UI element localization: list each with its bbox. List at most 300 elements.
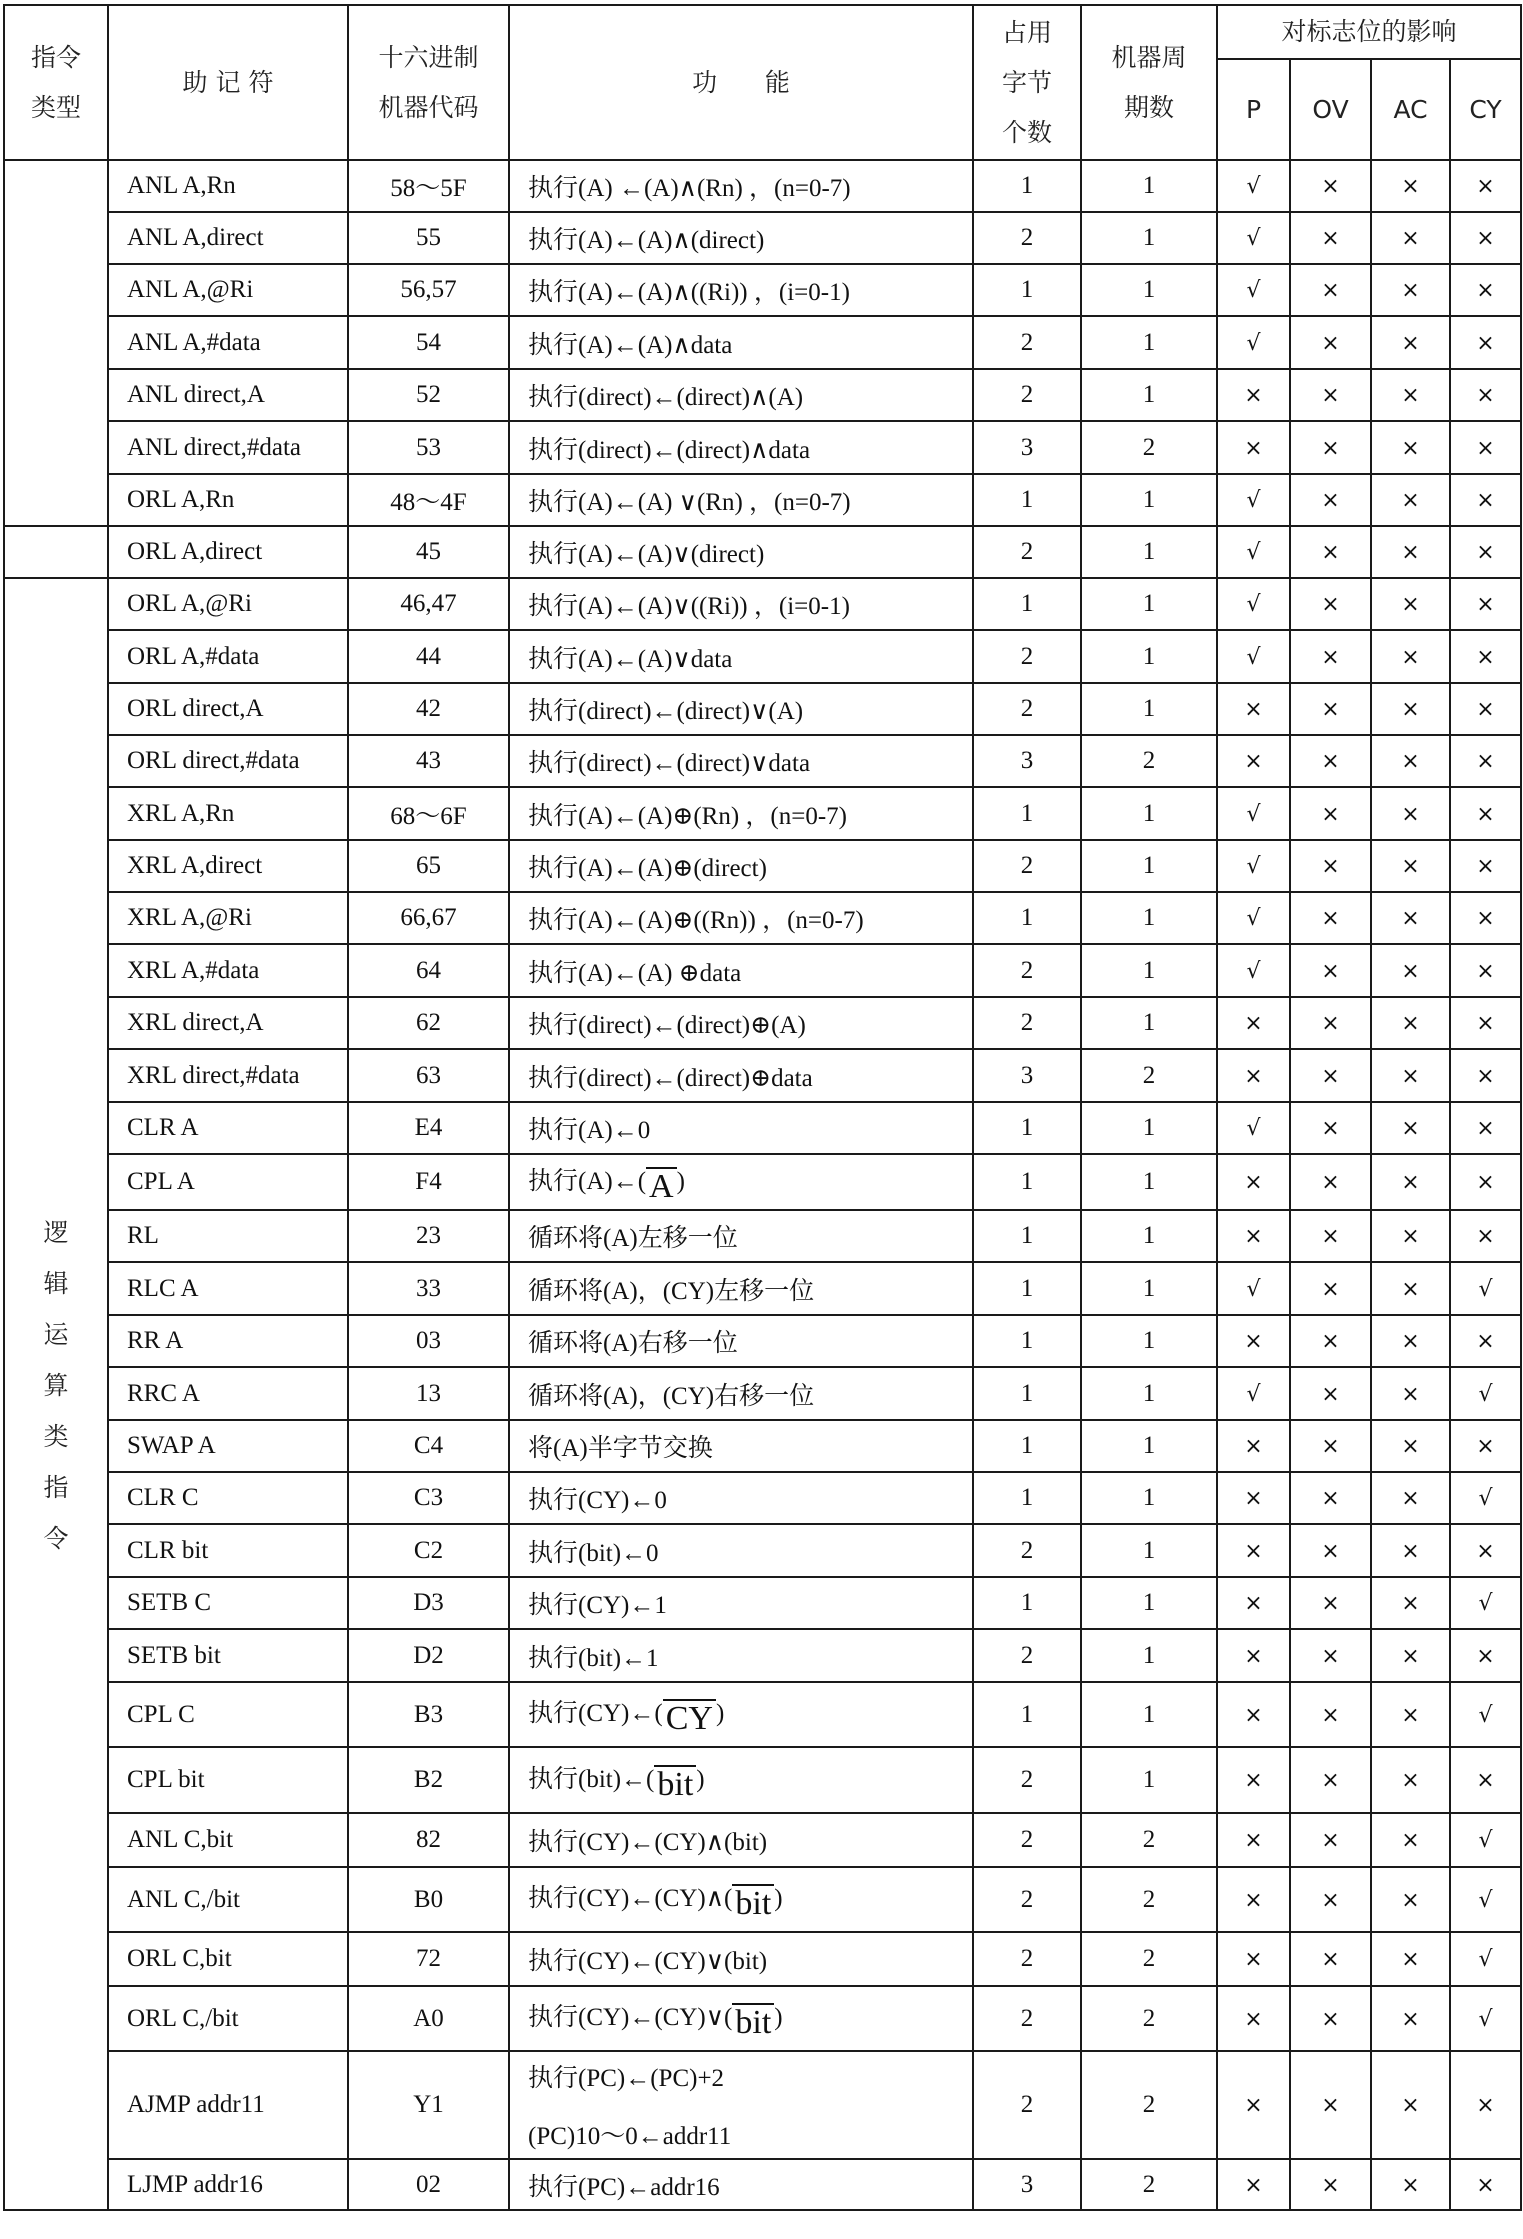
function-cell — [509, 1932, 973, 1986]
opcode-cell: 82 — [348, 1813, 509, 1867]
flag-p-cell — [1217, 1262, 1290, 1315]
bytes-cell: 2 — [973, 212, 1081, 264]
flag-cy-mark: × — [1476, 592, 1495, 617]
function-text: 执行(A)←(A) ⊕data — [528, 959, 742, 987]
function-text: 执行(direct)←(direct)∨data — [528, 750, 811, 777]
flag-p-mark: × — [1244, 2172, 1263, 2198]
function-line — [528, 1330, 738, 1357]
flag-ov-cell — [1290, 840, 1371, 892]
flag-cy-mark: × — [1476, 644, 1495, 670]
opcode-cell: 58～5F — [348, 160, 509, 212]
opcode-cell: 23 — [348, 1210, 509, 1262]
flag-ac-mark: × — [1401, 1011, 1420, 1036]
bytes-cell: 2 — [973, 316, 1081, 369]
function-line — [528, 1225, 738, 1252]
flag-ac-cell — [1371, 1049, 1450, 1102]
flag-ov-mark: × — [1321, 644, 1340, 670]
flag-ac-cell — [1371, 1472, 1450, 1524]
cycles-cell: 1 — [1081, 1262, 1217, 1315]
flag-p-mark: √ — [1246, 488, 1261, 513]
function-cell — [509, 2159, 973, 2210]
flag-p-cell — [1217, 1629, 1290, 1682]
flag-cy-cell — [1450, 160, 1521, 212]
flag-p-mark: × — [1244, 1434, 1263, 1459]
flag-p-cell — [1217, 578, 1290, 630]
flag-ov-mark: × — [1321, 2093, 1340, 2118]
flag-ac-cell — [1371, 1367, 1450, 1420]
flag-cy-mark: × — [1476, 1434, 1495, 1459]
function-text: 执行(CY)←(CY)∧(bit) — [528, 1829, 768, 1856]
flag-p-mark: √ — [1246, 854, 1261, 879]
flag-p-mark: × — [1244, 1063, 1263, 1089]
flag-p-mark: × — [1244, 1329, 1263, 1354]
function-line — [528, 803, 847, 830]
function-cell — [509, 1747, 973, 1813]
mnemonic-cell: ANL A,direct — [108, 212, 348, 264]
opcode-cell: 02 — [348, 2159, 509, 2210]
flag-cy-mark: √ — [1478, 1591, 1493, 1616]
flag-cy-cell — [1450, 892, 1521, 944]
flag-cy-cell — [1450, 683, 1521, 735]
flag-ov-cell — [1290, 1524, 1371, 1577]
header-function: 功 能 — [509, 5, 973, 160]
function-text: 执行(A)←(A) ∨(Rn) ，(n=0-7) — [528, 489, 851, 516]
flag-ov-cell — [1290, 630, 1371, 683]
mnemonic-cell: ANL A,Rn — [108, 160, 348, 212]
flag-cy-cell — [1450, 787, 1521, 840]
flag-p-cell — [1217, 1367, 1290, 1420]
function-cell — [509, 1629, 973, 1682]
flag-ac-mark: × — [1401, 1768, 1420, 1793]
mnemonic-cell: ANL direct,#data — [108, 421, 348, 474]
function-cell — [509, 526, 973, 578]
flag-p-cell — [1217, 735, 1290, 787]
mnemonic-cell: ORL direct,#data — [108, 735, 348, 787]
flag-cy-cell — [1450, 1420, 1521, 1472]
mnemonic-cell: ANL direct,A — [108, 369, 348, 421]
flag-p-cell — [1217, 1577, 1290, 1629]
flag-p-mark: × — [1244, 1170, 1263, 1195]
cycles-cell: 1 — [1081, 316, 1217, 369]
flag-ac-cell — [1371, 1102, 1450, 1154]
function-text: 执行(A)←( — [528, 1167, 647, 1195]
table-row — [4, 526, 1521, 578]
cycles-cell: 2 — [1081, 735, 1217, 787]
flag-ac-cell — [1371, 840, 1450, 892]
flag-cy-mark: × — [1476, 2093, 1495, 2118]
flag-ov-mark: × — [1321, 906, 1340, 931]
flag-cy-mark: √ — [1478, 1702, 1493, 1728]
flag-ov-mark: × — [1321, 435, 1340, 461]
category-char: 逻 — [43, 1218, 69, 1247]
flag-ac-mark: × — [1401, 2172, 1420, 2198]
flag-ov-cell — [1290, 1629, 1371, 1682]
cycles-cell: 1 — [1081, 212, 1217, 264]
header-hex-code: 十六进制机器代码 — [348, 5, 509, 160]
flag-cy-mark: × — [1476, 906, 1495, 931]
cycles-cell: 1 — [1081, 1210, 1217, 1262]
cycles-cell: 1 — [1081, 1747, 1217, 1813]
flag-ac-mark: × — [1401, 2006, 1420, 2032]
flag-ov-mark: × — [1321, 592, 1340, 617]
bytes-cell: 1 — [973, 1577, 1081, 1629]
table-row — [4, 1986, 1521, 2051]
flag-p-cell — [1217, 997, 1290, 1049]
flag-p-mark: × — [1244, 1486, 1263, 1511]
opcode-cell: 68～6F — [348, 787, 509, 840]
opcode-cell: 65 — [348, 840, 509, 892]
function-cell — [509, 316, 973, 369]
flag-cy-cell — [1450, 840, 1521, 892]
instruction-table — [3, 4, 1522, 2211]
flag-cy-cell — [1450, 1315, 1521, 1367]
mnemonic-cell: SETB C — [108, 1577, 348, 1629]
flag-cy-mark: × — [1476, 697, 1495, 722]
function-text: 执行(direct)←(direct)∧data — [528, 436, 811, 464]
mnemonic-cell: SWAP A — [108, 1420, 348, 1472]
table-row — [4, 369, 1521, 421]
opcode-cell: 64 — [348, 944, 509, 997]
flag-ac-cell — [1371, 2051, 1450, 2159]
function-cell — [509, 840, 973, 892]
function-text: 执行(A)←(A)∧(direct) — [528, 227, 765, 254]
function-line — [528, 1383, 814, 1410]
bytes-cell: 1 — [973, 892, 1081, 944]
flag-ov-mark: × — [1321, 1591, 1340, 1616]
opcode-cell: 52 — [348, 369, 509, 421]
flag-p-cell — [1217, 1049, 1290, 1102]
flag-cy-mark: × — [1476, 540, 1495, 565]
flag-ov-cell — [1290, 892, 1371, 944]
flag-cy-cell — [1450, 1210, 1521, 1262]
mnemonic-cell: XRL A,Rn — [108, 787, 348, 840]
function-text: 执行(direct)←(direct)∧(A) — [528, 384, 804, 411]
opcode-cell: 13 — [348, 1367, 509, 1420]
bytes-cell: 2 — [973, 1747, 1081, 1813]
opcode-cell: 42 — [348, 683, 509, 735]
flag-ov-cell — [1290, 212, 1371, 264]
opcode-cell: 54 — [348, 316, 509, 369]
flag-cy-cell — [1450, 1986, 1521, 2051]
function-text: 执行(A)←(A)∨data — [528, 645, 733, 673]
opcode-cell: 72 — [348, 1932, 509, 1986]
opcode-cell: 33 — [348, 1262, 509, 1315]
mnemonic-cell: CLR A — [108, 1102, 348, 1154]
flag-ac-cell — [1371, 1154, 1450, 1210]
flag-p-cell — [1217, 1747, 1290, 1813]
flag-ac-mark: × — [1401, 278, 1420, 303]
cycles-cell: 1 — [1081, 997, 1217, 1049]
flag-cy-cell — [1450, 1747, 1521, 1813]
flag-p-cell — [1217, 212, 1290, 264]
flag-p-mark: √ — [1246, 592, 1261, 617]
flag-ov-mark: × — [1321, 1768, 1340, 1793]
function-text: 执行(PC)←addr16 — [528, 2173, 720, 2201]
flag-p-mark: √ — [1246, 1116, 1261, 1141]
function-cell — [509, 997, 973, 1049]
flag-p-mark: √ — [1246, 540, 1261, 565]
flag-ac-mark: × — [1401, 330, 1420, 356]
flag-p-mark: √ — [1246, 226, 1261, 251]
function-line — [528, 1065, 813, 1092]
flag-cy-cell — [1450, 997, 1521, 1049]
table-row — [4, 1262, 1521, 1315]
mnemonic-cell: CPL A — [108, 1154, 348, 1210]
bytes-cell: 2 — [973, 630, 1081, 683]
function-text: 执行(bit)←0 — [528, 1539, 659, 1567]
flag-ov-cell — [1290, 1420, 1371, 1472]
flag-ov-mark: × — [1321, 1828, 1340, 1853]
flag-cy-cell — [1450, 474, 1521, 526]
flag-ov-cell — [1290, 2159, 1371, 2210]
function-cell — [509, 1154, 973, 1210]
function-text: 执行(CY)←( — [528, 1700, 663, 1727]
cycles-cell: 1 — [1081, 1524, 1217, 1577]
flag-ac-cell — [1371, 1682, 1450, 1747]
flag-ov-cell — [1290, 1315, 1371, 1367]
flag-p-cell — [1217, 1986, 1290, 2051]
flag-cy-mark: × — [1476, 1063, 1495, 1089]
flag-ac-mark: × — [1401, 1116, 1420, 1141]
function-line — [528, 1278, 814, 1305]
flag-ac-cell — [1371, 944, 1450, 997]
function-line — [528, 437, 810, 464]
flag-p-mark: √ — [1246, 644, 1261, 670]
flag-cy-mark: × — [1476, 1170, 1495, 1195]
bytes-cell: 1 — [973, 1262, 1081, 1315]
mnemonic-cell: AJMP addr11 — [108, 2051, 348, 2159]
cycles-cell: 2 — [1081, 2159, 1217, 2210]
table-row — [4, 683, 1521, 735]
function-line — [528, 2174, 720, 2201]
opcode-cell: Y1 — [348, 2051, 509, 2159]
flag-ov-mark: × — [1321, 1276, 1340, 1302]
header-flags: 对标志位的影响 — [1217, 5, 1521, 59]
table-row — [4, 892, 1521, 944]
flag-cy-mark: × — [1476, 1329, 1495, 1354]
opcode-cell: D2 — [348, 1629, 509, 1682]
flag-cy-cell — [1450, 1049, 1521, 1102]
table-row — [4, 1524, 1521, 1577]
flag-ov-cell — [1290, 683, 1371, 735]
flag-p-mark: √ — [1246, 174, 1261, 199]
flag-ac-mark: × — [1401, 1702, 1420, 1728]
mnemonic-cell: RL — [108, 1210, 348, 1262]
mnemonic-cell: ANL C,/bit — [108, 1867, 348, 1932]
flag-cy-cell — [1450, 1102, 1521, 1154]
opcode-cell: 56,57 — [348, 264, 509, 316]
flag-cy-mark: √ — [1478, 1828, 1493, 1853]
function-cell — [509, 578, 973, 630]
flag-ac-cell — [1371, 526, 1450, 578]
flag-ov-cell — [1290, 1154, 1371, 1210]
flag-ov-cell — [1290, 787, 1371, 840]
bytes-cell: 2 — [973, 997, 1081, 1049]
table-row — [4, 160, 1521, 212]
function-cell — [509, 1420, 973, 1472]
flag-ov-cell — [1290, 526, 1371, 578]
bytes-cell: 2 — [973, 526, 1081, 578]
table-row — [4, 264, 1521, 316]
flag-ov-cell — [1290, 1682, 1371, 1747]
header-mnemonic: 助 记 符 — [108, 5, 348, 160]
flag-cy-cell — [1450, 2159, 1521, 2210]
flag-ac-mark: × — [1401, 1224, 1420, 1249]
flag-ov-cell — [1290, 1049, 1371, 1102]
opcode-cell: C4 — [348, 1420, 509, 1472]
flag-ac-cell — [1371, 264, 1450, 316]
flag-ac-mark: × — [1401, 958, 1420, 984]
table-row — [4, 1315, 1521, 1367]
flag-ac-cell — [1371, 421, 1450, 474]
function-cell — [509, 944, 973, 997]
opcode-cell: B0 — [348, 1867, 509, 1932]
flag-p-cell — [1217, 316, 1290, 369]
flag-p-mark: × — [1244, 1702, 1263, 1728]
flag-p-mark: × — [1244, 1224, 1263, 1249]
flag-ac-cell — [1371, 997, 1450, 1049]
flag-ov-mark: × — [1321, 1538, 1340, 1564]
flag-p-mark: √ — [1246, 906, 1261, 931]
flag-ac-mark: × — [1401, 1063, 1420, 1089]
flag-ac-mark: × — [1401, 2093, 1420, 2118]
function-cell — [509, 474, 973, 526]
flag-cy-mark: × — [1476, 1643, 1495, 1669]
flag-ac-mark: × — [1401, 1538, 1420, 1564]
table-row — [4, 1813, 1521, 1867]
cycles-cell: 1 — [1081, 1154, 1217, 1210]
table-row — [4, 316, 1521, 369]
function-line — [528, 1645, 659, 1672]
function-cell — [509, 212, 973, 264]
bytes-cell: 1 — [973, 787, 1081, 840]
function-text: 执行(bit)←1 — [528, 1644, 659, 1672]
flag-p-cell — [1217, 787, 1290, 840]
mnemonic-cell: SETB bit — [108, 1629, 348, 1682]
flag-ov-cell — [1290, 1747, 1371, 1813]
function-text: 执行(A)←(A)∨(direct) — [528, 541, 765, 568]
opcode-cell: C2 — [348, 1524, 509, 1577]
flag-ov-mark: × — [1321, 278, 1340, 303]
cycles-cell: 1 — [1081, 1315, 1217, 1367]
function-line — [528, 384, 803, 411]
flag-p-cell — [1217, 2159, 1290, 2210]
flag-ov-mark: × — [1321, 801, 1340, 827]
function-line — [528, 1885, 783, 1922]
flag-ac-cell — [1371, 787, 1450, 840]
flag-cy-mark: × — [1476, 958, 1495, 984]
flag-cy-mark: × — [1476, 435, 1495, 461]
flag-ov-cell — [1290, 369, 1371, 421]
cycles-cell: 2 — [1081, 2051, 1217, 2159]
flag-cy-cell — [1450, 578, 1521, 630]
flag-ac-cell — [1371, 735, 1450, 787]
cycles-cell: 2 — [1081, 1813, 1217, 1867]
cycles-cell: 1 — [1081, 526, 1217, 578]
flag-cy-mark: × — [1476, 383, 1495, 408]
function-line — [528, 593, 850, 620]
flag-ov-cell — [1290, 1867, 1371, 1932]
flag-ov-mark: × — [1321, 1486, 1340, 1511]
function-cell — [509, 683, 973, 735]
function-line — [528, 1765, 705, 1803]
opcode-cell: E4 — [348, 1102, 509, 1154]
overbar-operand: bit — [654, 1765, 696, 1802]
header-flag-ac: AC — [1371, 59, 1450, 160]
flag-p-mark: × — [1244, 1947, 1263, 1972]
flag-ac-cell — [1371, 212, 1450, 264]
mnemonic-cell: RRC A — [108, 1367, 348, 1420]
flag-ov-cell — [1290, 997, 1371, 1049]
table-row — [4, 630, 1521, 683]
flag-cy-cell — [1450, 1262, 1521, 1315]
flag-p-cell — [1217, 421, 1290, 474]
cycles-cell: 1 — [1081, 944, 1217, 997]
mnemonic-cell: ANL C,bit — [108, 1813, 348, 1867]
table-row — [4, 578, 1521, 630]
function-text: 执行(CY)←0 — [528, 1487, 667, 1514]
function-line — [528, 960, 741, 987]
flag-ac-cell — [1371, 1420, 1450, 1472]
function-line — [528, 1948, 767, 1975]
flag-p-cell — [1217, 369, 1290, 421]
function-text: ) — [676, 1167, 685, 1195]
flag-ov-cell — [1290, 264, 1371, 316]
flag-p-cell — [1217, 1682, 1290, 1747]
flag-p-cell — [1217, 160, 1290, 212]
mnemonic-cell: RLC A — [108, 1262, 348, 1315]
category-cell-2 — [4, 526, 108, 578]
table-row — [4, 1629, 1521, 1682]
flag-ac-mark: × — [1401, 1947, 1420, 1972]
opcode-cell: 45 — [348, 526, 509, 578]
flag-p-cell — [1217, 630, 1290, 683]
flag-ac-cell — [1371, 1210, 1450, 1262]
function-text: 将(A)半字节交换 — [528, 1435, 713, 1462]
flag-ov-cell — [1290, 2051, 1371, 2159]
function-cell — [509, 735, 973, 787]
flag-cy-cell — [1450, 1154, 1521, 1210]
flag-ac-cell — [1371, 369, 1450, 421]
flag-ac-cell — [1371, 1629, 1450, 1682]
flag-ov-mark: × — [1321, 540, 1340, 565]
bytes-cell: 1 — [973, 1102, 1081, 1154]
bytes-cell: 2 — [973, 1932, 1081, 1986]
header-flag-cy: CY — [1450, 59, 1521, 160]
flag-p-cell — [1217, 944, 1290, 997]
cycles-cell: 1 — [1081, 787, 1217, 840]
flag-p-mark: × — [1244, 2006, 1263, 2032]
function-line — [528, 1117, 650, 1144]
function-line — [528, 2004, 783, 2041]
mnemonic-cell: ANL A,#data — [108, 316, 348, 369]
function-text: 执行(CY)←(CY)∧( — [528, 1885, 733, 1912]
flag-cy-cell — [1450, 1867, 1521, 1932]
mnemonic-cell: LJMP addr16 — [108, 2159, 348, 2210]
flag-cy-mark: √ — [1478, 2006, 1493, 2032]
flag-ac-cell — [1371, 630, 1450, 683]
header-type: 指令类型 — [4, 5, 108, 160]
function-text: 执行(A)←(A)∧((Ri)) ，(i=0-1) — [528, 279, 850, 306]
flag-p-mark: × — [1244, 1011, 1263, 1036]
flag-cy-mark: × — [1476, 801, 1495, 827]
function-text: 执行(A)←(A)∨((Ri)) ，(i=0-1) — [528, 593, 850, 620]
function-cell — [509, 160, 973, 212]
function-text: 执行(bit)←( — [528, 1765, 655, 1793]
function-line — [528, 489, 851, 516]
table-row — [4, 1210, 1521, 1262]
function-line — [528, 1167, 685, 1205]
